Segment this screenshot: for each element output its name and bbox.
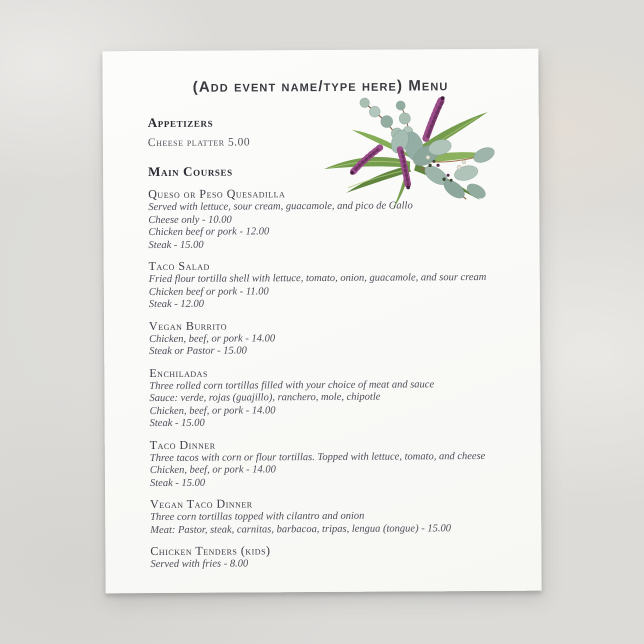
dish <box>149 363 530 430</box>
dish-description: Three tacos with corn or flour tortillas. Topped with lettuce, tomato, and cheese <box>149 450 486 464</box>
dish-description: Fried flour tortilla shell with lettuce, tomato, onion, guacamole, and sour cream <box>148 271 487 286</box>
dish-price-line: Chicken, beef, or pork - 14.00 <box>149 464 276 477</box>
dish-name: Enchiladas <box>149 365 208 380</box>
section-appetizers <box>148 113 529 150</box>
dish-name: Taco Salad <box>148 258 210 274</box>
dish-description: Three rolled corn tortillas filled with your choice of meat and sauce <box>149 378 435 392</box>
dish-price-line: Chicken beef or pork - 11.00 <box>148 285 269 298</box>
section-heading-appetizers: Appetizers <box>147 114 214 131</box>
dish <box>150 495 531 537</box>
dish <box>148 134 529 150</box>
dish-price-line: Cheese only - 10.00 <box>148 214 232 226</box>
dish <box>150 435 531 490</box>
dish <box>150 542 531 572</box>
dish-price-line: Chicken, beef, or pork - 14.00 <box>149 404 276 417</box>
menu-title: (Add event name/type here) Menu <box>192 77 449 96</box>
dish-description: Three corn tortillas topped with cilantro and onion <box>150 510 365 524</box>
menu-card <box>102 49 541 594</box>
dish-price-line: Chicken, beef, or pork - 14.00 <box>149 332 276 345</box>
dish-price-line: Served with fries - 8.00 <box>150 558 249 571</box>
dish-price-line: Steak - 12.00 <box>148 298 205 311</box>
dish-price-line: Chicken beef or pork - 12.00 <box>148 226 270 239</box>
section-main-courses <box>148 162 531 572</box>
dish-name: Vegan Burrito <box>148 318 228 333</box>
dish <box>149 257 530 312</box>
dish-price-line: Meat: Pastor, steak, carnitas, barbacoa, tripas, lengua (tongue) - 15.00 <box>150 522 451 536</box>
dish <box>148 185 529 252</box>
dish-name: Vegan Taco Dinner <box>150 496 253 512</box>
dish <box>149 316 530 358</box>
dish-price-line: Steak or Pastor - 15.00 <box>149 345 247 358</box>
dish-name: Chicken Tenders (kids) <box>150 543 271 559</box>
section-heading-main-courses: Main Courses <box>148 163 233 180</box>
dish-name: Taco Dinner <box>149 437 216 452</box>
dish-price-line: Steak - 15.00 <box>148 239 204 251</box>
dish-name: Cheese platter 5.00 <box>147 136 251 150</box>
dish-description: Served with lettuce, sour cream, guacamole, and pico de Gallo <box>148 200 413 214</box>
menu-body <box>148 113 532 579</box>
dish-name: Queso or Peso Quesadilla <box>148 186 286 202</box>
dish-price-line: Steak - 15.00 <box>149 417 205 430</box>
dish-price-line: Steak - 15.00 <box>149 477 206 489</box>
dish-list <box>148 185 531 572</box>
dish-description: Sauce: verde, rojas (guajillo), ranchero, mole, chipotle <box>149 391 381 405</box>
